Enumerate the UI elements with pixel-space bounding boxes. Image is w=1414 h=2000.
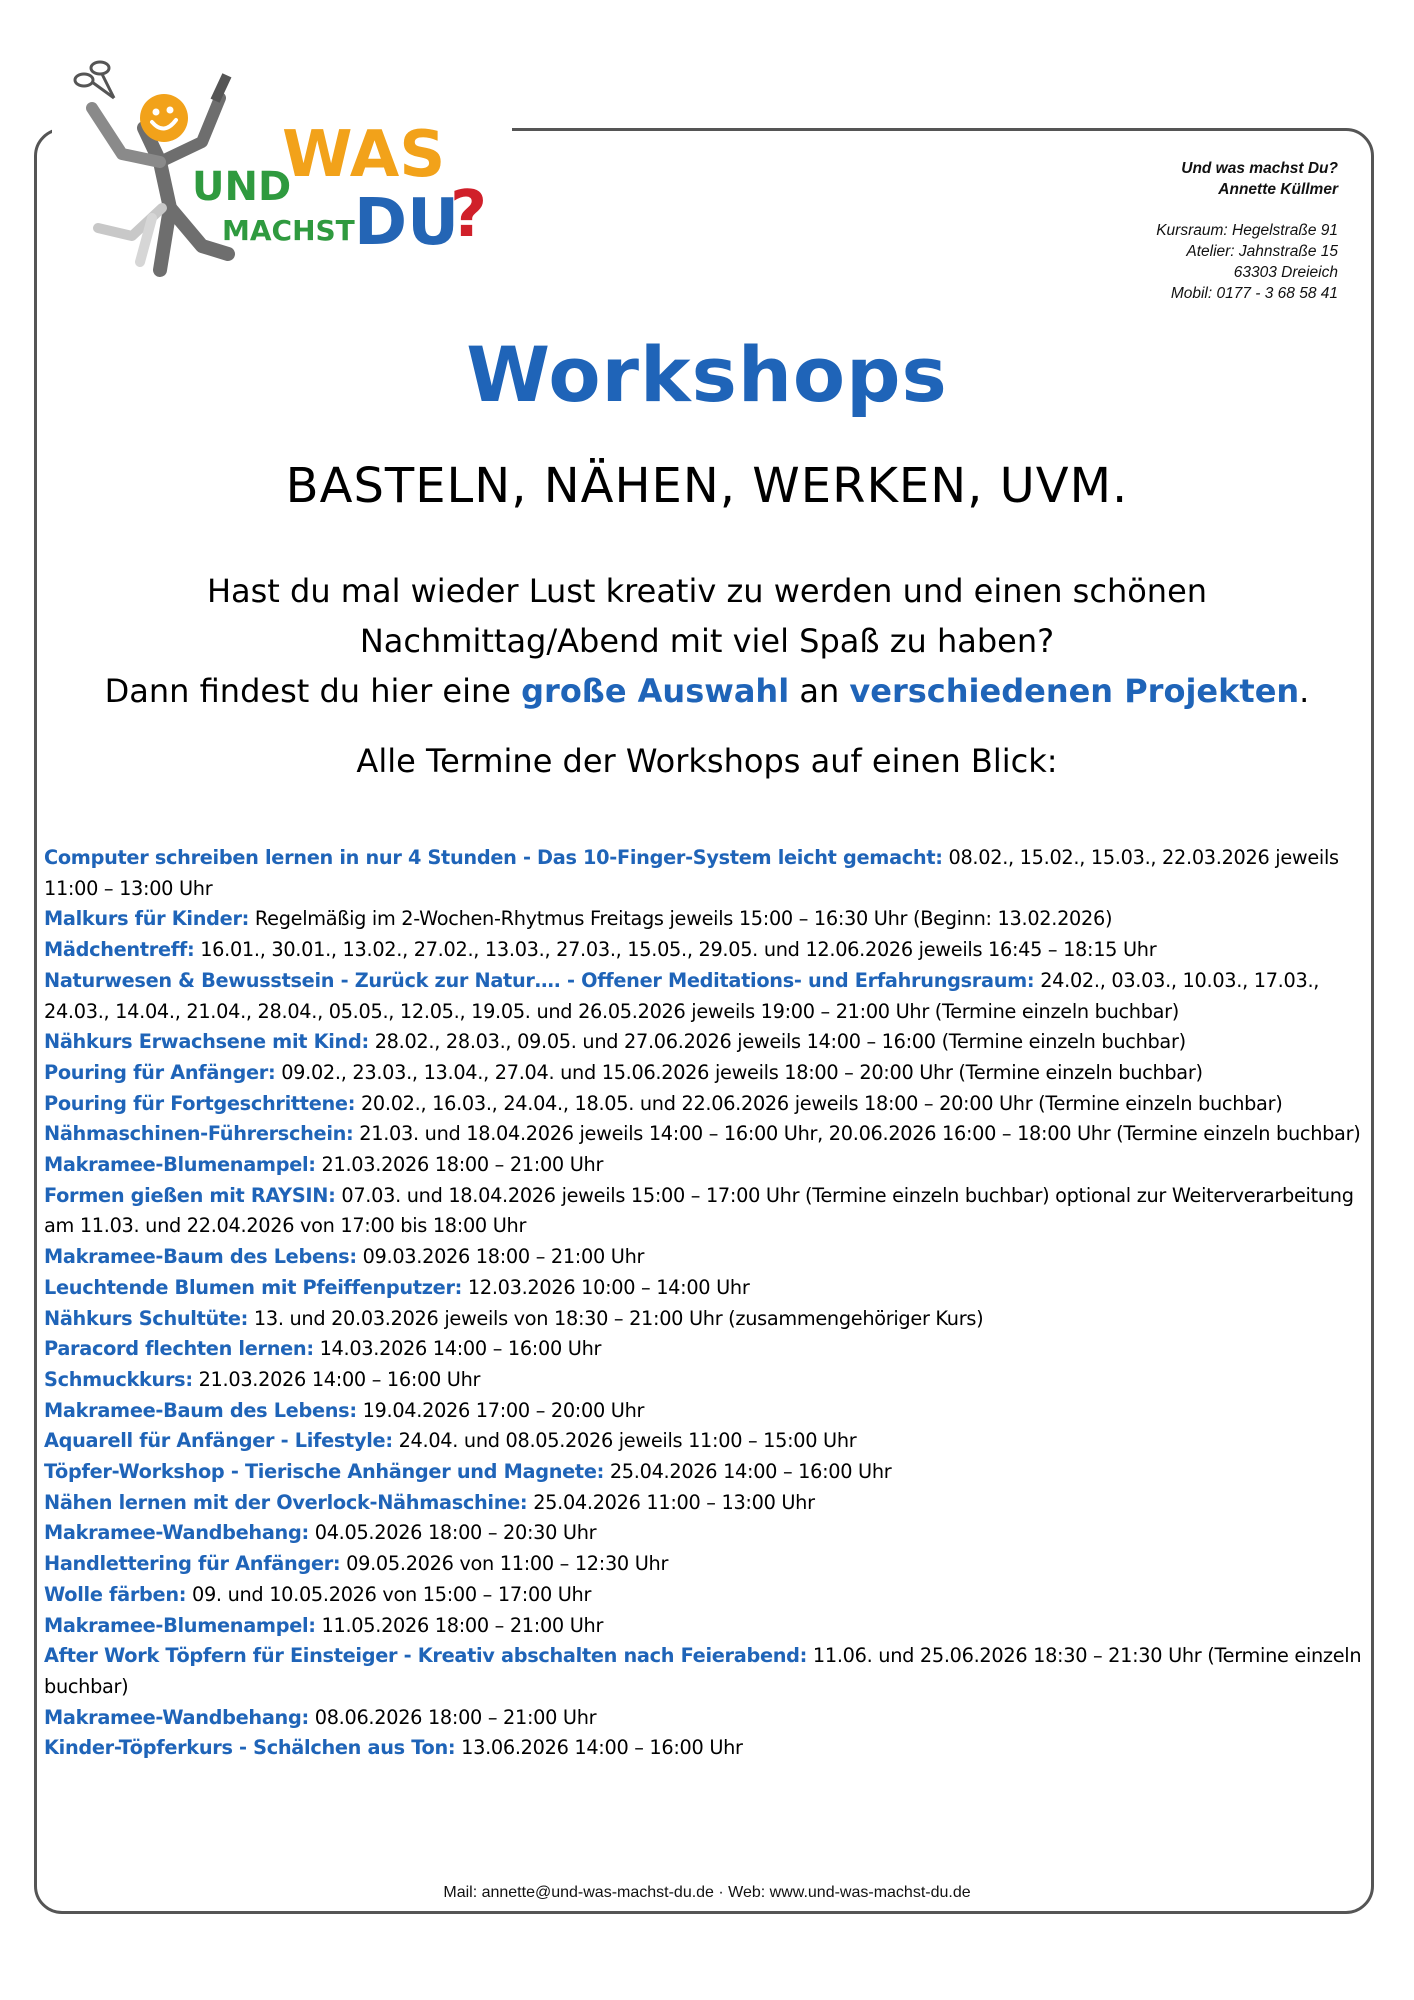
workshop-entry bbox=[44, 1365, 1384, 1396]
workshop-entry bbox=[44, 1518, 1384, 1549]
workshop-entry bbox=[44, 1426, 1384, 1457]
logo-word-machst: MACHST bbox=[222, 214, 355, 247]
workshop-dates: 09.02., 23.03., 13.04., 27.04. und 15.06.2026 jeweils 18:00 – 20:00 Uhr (Termine einzeln buchbar) bbox=[275, 1060, 1203, 1084]
workshop-name: Nähkurs Erwachsene mit Kind: bbox=[44, 1030, 369, 1054]
workshop-name: Pouring für Fortgeschrittene: bbox=[44, 1091, 356, 1115]
workshop-entry bbox=[44, 1027, 1384, 1058]
workshop-entry bbox=[44, 966, 1384, 1027]
workshop-entry bbox=[44, 1733, 1384, 1764]
contact-block bbox=[918, 158, 1338, 304]
workshop-dates: 09.05.2026 von 11:00 – 12:30 Uhr bbox=[340, 1552, 669, 1576]
workshop-entry bbox=[44, 1396, 1384, 1427]
intro-text-part: an bbox=[789, 672, 850, 710]
workshop-dates: 21.03. und 18.04.2026 jeweils 14:00 – 16:00 Uhr, 20.06.2026 16:00 – 18:00 Uhr (Termine einzeln buchbar) bbox=[353, 1122, 1361, 1146]
workshop-name: Kinder-Töpferkurs - Schälchen aus Ton: bbox=[44, 1736, 456, 1760]
workshop-entry bbox=[44, 1242, 1384, 1273]
workshop-name: Computer schreiben lernen in nur 4 Stunden - Das 10-Finger-System leicht gemacht: bbox=[44, 846, 943, 869]
workshop-name: Naturwesen & Bewusstsein - Zurück zur Natur…. - Offener Meditations- und Erfahrungsraum: bbox=[44, 968, 1035, 992]
workshop-name: Makramee-Wandbehang: bbox=[44, 1521, 309, 1545]
workshop-name: Paracord flechten lernen: bbox=[44, 1337, 314, 1361]
intro-line bbox=[20, 666, 1394, 716]
workshop-list bbox=[44, 843, 1384, 1764]
workshop-name: Pouring für Anfänger: bbox=[44, 1060, 276, 1084]
workshop-entry bbox=[44, 935, 1384, 966]
workshop-dates: 24.02., 03.03., 10.03., 17.03., 24.03., 14.04., 21.04., 28.04., 05.05., 12.05., 19.05. und 26.05.2026 jeweils 19:00 – 21:00 Uhr (Termine einzeln buchbar) bbox=[44, 968, 1320, 1023]
workshop-name: Nähen lernen mit der Overlock-Nähmaschine: bbox=[44, 1490, 528, 1514]
workshop-name: Makramee-Wandbehang: bbox=[44, 1705, 309, 1729]
logo-word-und: UND bbox=[192, 164, 292, 210]
workshop-name: Nähmaschinen-Führerschein: bbox=[44, 1122, 354, 1146]
workshop-name: Makramee-Baum des Lebens: bbox=[44, 1245, 357, 1269]
workshop-name: Makramee-Blumenampel: bbox=[44, 1153, 316, 1177]
contact-address-line: 63303 Dreieich bbox=[1233, 264, 1338, 281]
workshop-dates: 07.03. und 18.04.2026 jeweils 15:00 – 17:00 Uhr (Termine einzeln buchbar) optional zur Weiterverarbeitung am 11.03. und 22.04.2026 von 17:00 bis 18:00 Uhr bbox=[44, 1183, 1354, 1238]
workshop-dates: 13.06.2026 14:00 – 16:00 Uhr bbox=[455, 1736, 743, 1760]
logo bbox=[52, 58, 512, 308]
workshop-dates: Regelmäßig im 2-Wochen-Rhytmus Freitags jeweils 15:00 – 16:30 Uhr (Beginn: 13.02.2026) bbox=[249, 907, 1113, 931]
workshop-entry bbox=[44, 1580, 1384, 1611]
intro-highlight: große Auswahl bbox=[521, 672, 790, 710]
workshop-entry bbox=[44, 1641, 1384, 1702]
contact-name-line1: Und was machst Du? bbox=[1181, 160, 1338, 177]
workshop-name: After Work Töpfern für Einsteiger - Kreativ abschalten nach Feierabend: bbox=[44, 1644, 808, 1668]
workshop-name: Handlettering für Anfänger: bbox=[44, 1552, 341, 1576]
workshop-entry bbox=[44, 1273, 1384, 1304]
workshop-name: Aquarell für Anfänger - Lifestyle: bbox=[44, 1429, 393, 1453]
workshop-entry bbox=[44, 1181, 1384, 1242]
workshop-entry bbox=[44, 1334, 1384, 1365]
logo-word-was: WAS bbox=[282, 118, 446, 192]
workshop-name: Schmuckkurs: bbox=[44, 1367, 193, 1391]
workshop-dates: 08.06.2026 18:00 – 21:00 Uhr bbox=[308, 1705, 597, 1729]
workshop-dates: 24.04. und 08.05.2026 jeweils 11:00 – 15:00 Uhr bbox=[392, 1429, 857, 1453]
workshop-dates: 20.02., 16.03., 24.04., 18.05. und 22.06.2026 jeweils 18:00 – 20:00 Uhr (Termine einzeln buchbar) bbox=[355, 1091, 1283, 1115]
intro-text-part: . bbox=[1299, 672, 1310, 710]
workshop-name: Leuchtende Blumen mit Pfeiffenputzer: bbox=[44, 1275, 463, 1299]
workshop-name: Mädchentreff: bbox=[44, 938, 195, 962]
workshop-name: Formen gießen mit RAYSIN: bbox=[44, 1183, 336, 1207]
workshop-entry bbox=[44, 1150, 1384, 1181]
workshop-entry bbox=[44, 1457, 1384, 1488]
workshop-entry bbox=[44, 1549, 1384, 1580]
workshop-entry bbox=[44, 1058, 1384, 1089]
logo-graphic bbox=[52, 58, 512, 308]
workshop-entry bbox=[44, 843, 1384, 904]
workshop-dates: 14.03.2026 14:00 – 16:00 Uhr bbox=[313, 1337, 602, 1361]
workshop-dates: 21.03.2026 18:00 – 21:00 Uhr bbox=[315, 1153, 604, 1177]
intro-line: Nachmittag/Abend mit viel Spaß zu haben? bbox=[359, 622, 1055, 660]
workshop-entry bbox=[44, 904, 1384, 935]
workshop-entry bbox=[44, 1089, 1384, 1120]
workshop-dates: 21.03.2026 14:00 – 16:00 Uhr bbox=[192, 1367, 481, 1391]
intro-line: Hast du mal wieder Lust kreativ zu werden und einen schönen bbox=[206, 572, 1208, 610]
workshop-dates: 11.06. und 25.06.2026 18:30 – 21:30 Uhr (Termine einzeln buchbar) bbox=[44, 1644, 1362, 1698]
workshop-entry bbox=[44, 1703, 1384, 1734]
workshop-dates: 16.01., 30.01., 13.02., 27.02., 13.03., 27.03., 15.05., 29.05. und 12.06.2026 jeweils 16:45 – 18:15 Uhr bbox=[194, 938, 1157, 962]
contact-name-line2: Annette Küllmer bbox=[1218, 181, 1338, 198]
page-title: Workshops bbox=[466, 330, 948, 419]
workshop-dates: 09. und 10.05.2026 von 15:00 – 17:00 Uhr bbox=[186, 1582, 592, 1606]
workshop-entry bbox=[44, 1119, 1384, 1150]
workshop-dates: 13. und 20.03.2026 jeweils von 18:30 – 21:00 Uhr (zusammengehöriger Kurs) bbox=[248, 1306, 984, 1330]
workshop-name: Malkurs für Kinder: bbox=[44, 907, 250, 931]
workshop-dates: 25.04.2026 14:00 – 16:00 Uhr bbox=[604, 1460, 892, 1484]
workshop-name: Töpfer-Workshop - Tierische Anhänger und Magnete: bbox=[44, 1460, 605, 1484]
workshop-dates: 19.04.2026 17:00 – 20:00 Uhr bbox=[356, 1398, 645, 1422]
contact-address-line: Atelier: Jahnstraße 15 bbox=[1186, 243, 1338, 260]
workshop-dates: 04.05.2026 18:00 – 20:30 Uhr bbox=[308, 1521, 597, 1545]
workshop-name: Nähkurs Schultüte: bbox=[44, 1306, 249, 1330]
workshop-dates: 12.03.2026 10:00 – 14:00 Uhr bbox=[462, 1275, 750, 1299]
contact-phone: Mobil: 0177 - 3 68 58 41 bbox=[1170, 285, 1338, 302]
intro-highlight: verschiedenen Projekten bbox=[849, 672, 1300, 710]
workshop-entry bbox=[44, 1611, 1384, 1642]
footer-contact: Mail: annette@und-was-machst-du.de · Web: www.und-was-machst-du.de bbox=[443, 1884, 971, 1901]
workshop-name: Makramee-Blumenampel: bbox=[44, 1613, 316, 1637]
workshop-dates: 08.02., 15.02., 15.03., 22.03.2026 jeweils 11:00 – 13:00 Uhr bbox=[44, 846, 1339, 900]
workshop-name: Wolle färben: bbox=[44, 1582, 187, 1606]
page-subtitle: BASTELN, NÄHEN, WERKEN, UVM. bbox=[285, 458, 1129, 514]
logo-word-du: DU bbox=[354, 186, 460, 260]
logo-question-mark: ? bbox=[450, 178, 488, 252]
workshop-dates: 25.04.2026 11:00 – 13:00 Uhr bbox=[527, 1490, 815, 1514]
overview-heading: Alle Termine der Workshops auf einen Blick: bbox=[356, 742, 1058, 780]
workshop-dates: 11.05.2026 18:00 – 21:00 Uhr bbox=[315, 1613, 604, 1637]
workshop-entry bbox=[44, 1488, 1384, 1519]
contact-address-line: Kursraum: Hegelstraße 91 bbox=[1156, 222, 1338, 239]
intro-text-part: Dann findest du hier eine bbox=[104, 672, 522, 710]
workshop-dates: 28.02., 28.03., 09.05. und 27.06.2026 jeweils 14:00 – 16:00 (Termine einzeln buchbar) bbox=[368, 1030, 1186, 1054]
workshop-entry bbox=[44, 1304, 1384, 1335]
workshop-dates: 09.03.2026 18:00 – 21:00 Uhr bbox=[356, 1245, 645, 1269]
intro-text bbox=[20, 566, 1394, 716]
workshop-name: Makramee-Baum des Lebens: bbox=[44, 1398, 357, 1422]
